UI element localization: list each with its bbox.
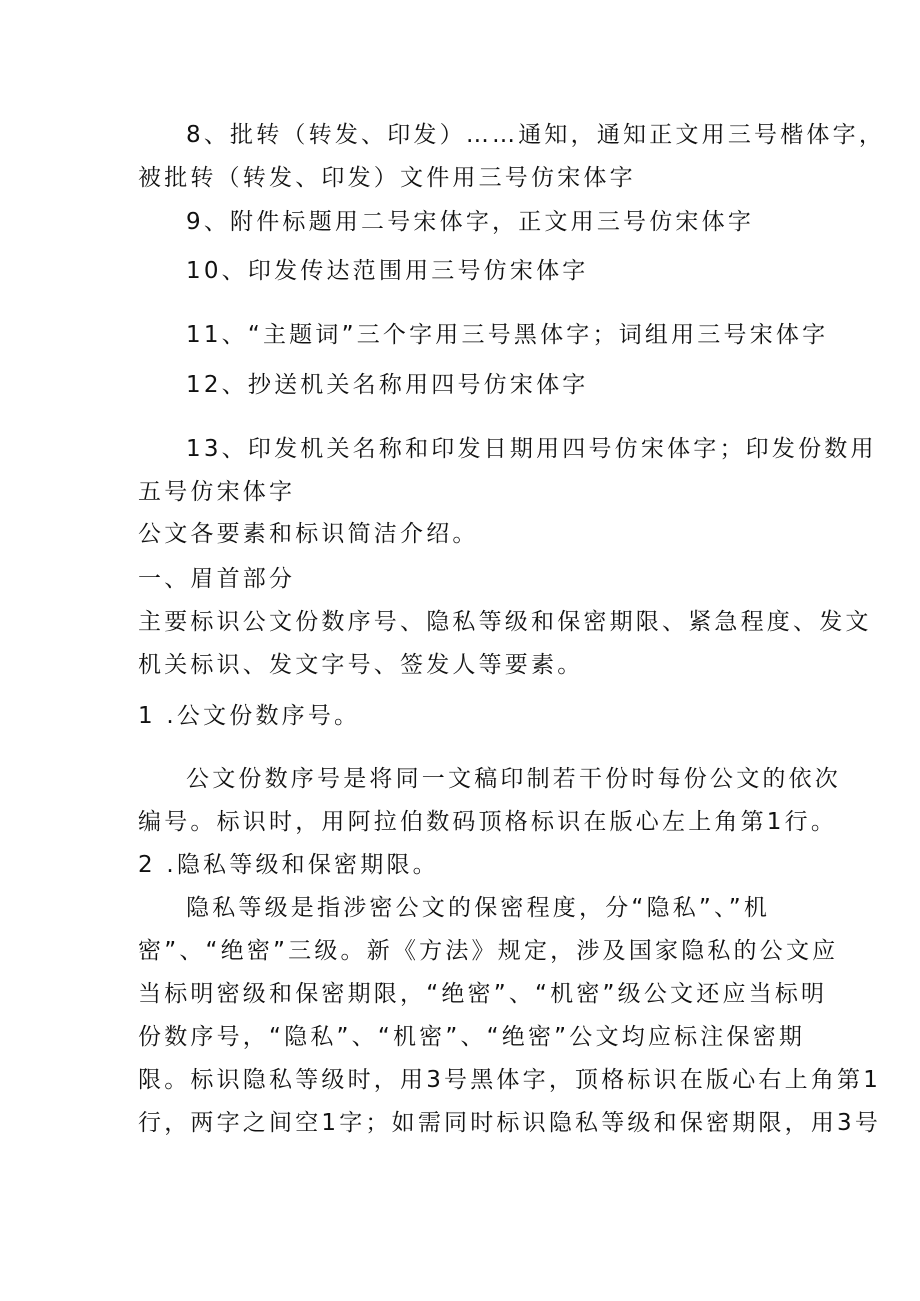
text-line: 份数序号，“隐私”、“机密”、“绝密”公文均应标注保密期 — [138, 1024, 806, 1050]
text-line: 13、印发机关名称和印发日期用四号仿宋体字；印发份数用 — [186, 436, 877, 462]
text-line: 8、批转（转发、印发）……通知，通知正文用三号楷体字， — [186, 122, 886, 148]
subsection-heading: 1 .公文份数序号。 — [138, 703, 361, 729]
text-line: 10、印发传达范围用三号仿宋体字 — [186, 258, 589, 284]
section-heading: 一、眉首部分 — [138, 566, 296, 592]
text-line: 12、抄送机关名称用四号仿宋体字 — [186, 372, 589, 398]
text-line: 公文各要素和标识简洁介绍。 — [138, 521, 479, 547]
text-line: 五号仿宋体字 — [138, 479, 296, 505]
text-line: 公文份数序号是将同一文稿印制若干份时每份公文的依次 — [186, 766, 841, 792]
text-line: 当标明密级和保密期限，“绝密”、“机密”级公文还应当标明 — [138, 981, 828, 1007]
text-line: 限。标识隐私等级时，用3号黑体字，顶格标识在版心右上角第1 — [138, 1067, 882, 1093]
text-line: 隐私等级是指涉密公文的保密程度，分“隐私”、”机 — [186, 895, 771, 921]
text-line: 9、附件标题用二号宋体字，正文用三号仿宋体字 — [186, 209, 755, 235]
text-line: 被批转（转发、印发）文件用三号仿宋体字 — [138, 165, 636, 191]
text-line: 主要标识公文份数序号、隐私等级和保密期限、紧急程度、发文 — [138, 609, 872, 635]
text-line: 机关标识、发文字号、签发人等要素。 — [138, 652, 584, 678]
text-line: 编号。标识时，用阿拉伯数码顶格标识在版心左上角第1行。 — [138, 809, 838, 835]
text-line: 密”、“绝密”三级。新《方法》规定，涉及国家隐私的公文应 — [138, 938, 839, 964]
subsection-heading: 2 .隐私等级和保密期限。 — [138, 852, 439, 878]
text-line: 11、“主题词”三个字用三号黑体字；词组用三号宋体字 — [186, 322, 829, 348]
text-line: 行，两字之间空1字；如需同时标识隐私等级和保密期限，用3号 — [138, 1110, 882, 1136]
